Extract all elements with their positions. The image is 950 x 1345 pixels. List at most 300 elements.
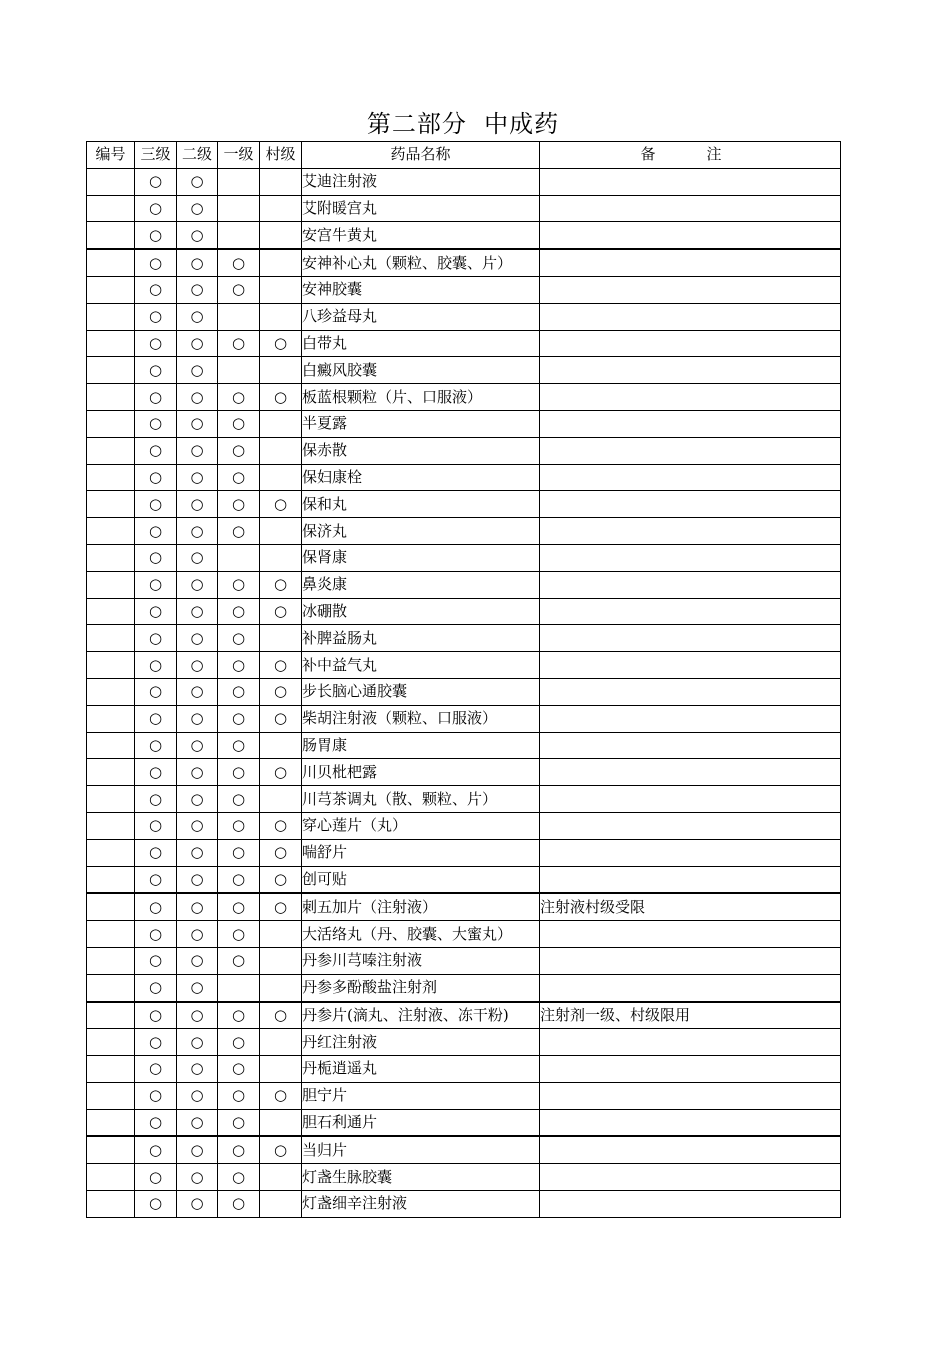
cell-drug-name: 保赤散 <box>302 437 540 464</box>
cell-drug-name: 当归片 <box>302 1136 540 1163</box>
cell-level2-mark: ○ <box>177 866 218 893</box>
table-row <box>87 893 841 920</box>
cell-level1-mark: ○ <box>218 1002 260 1029</box>
cell-remark <box>540 705 841 732</box>
cell-level3-mark: ○ <box>135 195 177 222</box>
cell-level3-mark: ○ <box>135 384 177 411</box>
table-row <box>87 678 841 705</box>
cell-level1-mark: ○ <box>218 678 260 705</box>
cell-drug-name: 补中益气丸 <box>302 652 540 679</box>
table-row <box>87 249 841 276</box>
cell-level2-mark: ○ <box>177 1191 218 1218</box>
cell-level2-mark: ○ <box>177 1109 218 1136</box>
cell-level1-mark: ○ <box>218 571 260 598</box>
table-row <box>87 437 841 464</box>
cell-remark <box>540 1082 841 1109</box>
cell-level1-mark: ○ <box>218 1164 260 1191</box>
cell-remark <box>540 249 841 276</box>
cell-level2-mark: ○ <box>177 947 218 974</box>
cell-level1-mark: ○ <box>218 410 260 437</box>
cell-level3-mark: ○ <box>135 410 177 437</box>
col-header-number: 编号 <box>87 142 135 169</box>
cell-remark <box>540 839 841 866</box>
cell-level1-mark <box>218 222 260 249</box>
cell-number <box>87 330 135 357</box>
cell-level1-mark: ○ <box>218 1191 260 1218</box>
cell-level3-mark: ○ <box>135 1029 177 1056</box>
cell-number <box>87 1136 135 1163</box>
table-row <box>87 195 841 222</box>
table-row <box>87 303 841 330</box>
table-row <box>87 705 841 732</box>
cell-number <box>87 598 135 625</box>
cell-level2-mark: ○ <box>177 759 218 786</box>
cell-remark: 注射剂一级、村级限用 <box>540 1002 841 1029</box>
cell-level3-mark: ○ <box>135 276 177 303</box>
cell-number <box>87 866 135 893</box>
cell-drug-name: 八珍益母丸 <box>302 303 540 330</box>
table-row <box>87 464 841 491</box>
cell-number <box>87 974 135 1001</box>
table-row <box>87 625 841 652</box>
cell-village-mark <box>260 195 302 222</box>
cell-level1-mark: ○ <box>218 759 260 786</box>
cell-level1-mark: ○ <box>218 437 260 464</box>
cell-village-mark <box>260 1029 302 1056</box>
cell-level3-mark: ○ <box>135 652 177 679</box>
cell-level1-mark: ○ <box>218 652 260 679</box>
cell-number <box>87 249 135 276</box>
cell-drug-name: 补脾益肠丸 <box>302 625 540 652</box>
cell-level3-mark: ○ <box>135 893 177 920</box>
col-header-level2: 二级 <box>177 142 218 169</box>
cell-level2-mark: ○ <box>177 384 218 411</box>
cell-level1-mark: ○ <box>218 947 260 974</box>
cell-level2-mark: ○ <box>177 276 218 303</box>
cell-level2-mark: ○ <box>177 1082 218 1109</box>
cell-drug-name: 丹参多酚酸盐注射剂 <box>302 974 540 1001</box>
cell-number <box>87 759 135 786</box>
table-row <box>87 732 841 759</box>
cell-level1-mark <box>218 974 260 1001</box>
cell-village-mark: ○ <box>260 1082 302 1109</box>
cell-number <box>87 1164 135 1191</box>
cell-number <box>87 276 135 303</box>
cell-number <box>87 921 135 948</box>
cell-level2-mark: ○ <box>177 652 218 679</box>
cell-level2-mark: ○ <box>177 1056 218 1083</box>
cell-level1-mark: ○ <box>218 705 260 732</box>
cell-number <box>87 464 135 491</box>
cell-level2-mark: ○ <box>177 464 218 491</box>
cell-village-mark <box>260 303 302 330</box>
cell-remark <box>540 921 841 948</box>
table-row <box>87 330 841 357</box>
cell-level2-mark: ○ <box>177 330 218 357</box>
cell-number <box>87 437 135 464</box>
cell-number <box>87 652 135 679</box>
cell-number <box>87 357 135 384</box>
cell-drug-name: 川贝枇杷露 <box>302 759 540 786</box>
table-row <box>87 1056 841 1083</box>
cell-level3-mark: ○ <box>135 491 177 518</box>
cell-number <box>87 518 135 545</box>
cell-level1-mark: ○ <box>218 921 260 948</box>
col-header-level3: 三级 <box>135 142 177 169</box>
cell-level2-mark: ○ <box>177 249 218 276</box>
cell-level2-mark: ○ <box>177 893 218 920</box>
cell-level2-mark: ○ <box>177 222 218 249</box>
cell-level2-mark: ○ <box>177 1136 218 1163</box>
cell-remark <box>540 1164 841 1191</box>
cell-remark <box>540 571 841 598</box>
cell-number <box>87 1109 135 1136</box>
table-body <box>87 168 841 1217</box>
cell-level3-mark: ○ <box>135 598 177 625</box>
table-row <box>87 1191 841 1218</box>
cell-remark <box>540 384 841 411</box>
cell-level2-mark: ○ <box>177 974 218 1001</box>
cell-drug-name: 艾附暖宫丸 <box>302 195 540 222</box>
cell-level2-mark: ○ <box>177 1029 218 1056</box>
cell-village-mark <box>260 249 302 276</box>
cell-village-mark <box>260 786 302 813</box>
cell-remark <box>540 357 841 384</box>
table-row <box>87 518 841 545</box>
cell-remark <box>540 195 841 222</box>
cell-drug-name: 艾迪注射液 <box>302 168 540 195</box>
cell-level2-mark: ○ <box>177 678 218 705</box>
cell-remark <box>540 678 841 705</box>
cell-remark <box>540 168 841 195</box>
cell-level1-mark <box>218 544 260 571</box>
cell-drug-name: 保肾康 <box>302 544 540 571</box>
cell-level1-mark <box>218 195 260 222</box>
cell-remark <box>540 410 841 437</box>
cell-level3-mark: ○ <box>135 866 177 893</box>
cell-number <box>87 571 135 598</box>
cell-village-mark <box>260 1164 302 1191</box>
cell-remark <box>540 464 841 491</box>
cell-drug-name: 丹参川芎嗪注射液 <box>302 947 540 974</box>
cell-remark <box>540 303 841 330</box>
cell-drug-name: 白癜风胶囊 <box>302 357 540 384</box>
table-row <box>87 947 841 974</box>
cell-village-mark: ○ <box>260 491 302 518</box>
cell-drug-name: 创可贴 <box>302 866 540 893</box>
cell-remark <box>540 1109 841 1136</box>
cell-drug-name: 柴胡注射液（颗粒、口服液） <box>302 705 540 732</box>
cell-level2-mark: ○ <box>177 544 218 571</box>
cell-level3-mark: ○ <box>135 222 177 249</box>
cell-level3-mark: ○ <box>135 1082 177 1109</box>
cell-remark <box>540 866 841 893</box>
table-row <box>87 571 841 598</box>
cell-level3-mark: ○ <box>135 839 177 866</box>
cell-remark <box>540 974 841 1001</box>
cell-number <box>87 678 135 705</box>
cell-level3-mark: ○ <box>135 812 177 839</box>
cell-drug-name: 喘舒片 <box>302 839 540 866</box>
cell-drug-name: 冰硼散 <box>302 598 540 625</box>
cell-drug-name: 灯盏细辛注射液 <box>302 1191 540 1218</box>
cell-level1-mark: ○ <box>218 330 260 357</box>
cell-number <box>87 812 135 839</box>
cell-level3-mark: ○ <box>135 330 177 357</box>
cell-village-mark: ○ <box>260 678 302 705</box>
cell-level2-mark: ○ <box>177 303 218 330</box>
cell-level3-mark: ○ <box>135 786 177 813</box>
cell-number <box>87 303 135 330</box>
cell-level1-mark: ○ <box>218 384 260 411</box>
cell-number <box>87 544 135 571</box>
cell-drug-name: 灯盏生脉胶囊 <box>302 1164 540 1191</box>
cell-village-mark: ○ <box>260 1002 302 1029</box>
cell-village-mark <box>260 410 302 437</box>
cell-level1-mark: ○ <box>218 625 260 652</box>
header-row <box>87 142 841 169</box>
cell-village-mark: ○ <box>260 759 302 786</box>
cell-number <box>87 1029 135 1056</box>
cell-level2-mark: ○ <box>177 705 218 732</box>
table-row <box>87 786 841 813</box>
cell-level1-mark: ○ <box>218 786 260 813</box>
cell-level1-mark: ○ <box>218 893 260 920</box>
cell-number <box>87 786 135 813</box>
cell-level1-mark: ○ <box>218 249 260 276</box>
cell-level3-mark: ○ <box>135 303 177 330</box>
cell-village-mark <box>260 518 302 545</box>
table-row <box>87 384 841 411</box>
cell-remark <box>540 625 841 652</box>
cell-level3-mark: ○ <box>135 1164 177 1191</box>
cell-level3-mark: ○ <box>135 168 177 195</box>
table-row <box>87 491 841 518</box>
cell-level2-mark: ○ <box>177 491 218 518</box>
cell-level2-mark: ○ <box>177 1164 218 1191</box>
cell-level2-mark: ○ <box>177 921 218 948</box>
page-title: 第二部分 中成药 <box>366 110 560 138</box>
cell-village-mark <box>260 276 302 303</box>
cell-drug-name: 胆石利通片 <box>302 1109 540 1136</box>
cell-level2-mark: ○ <box>177 839 218 866</box>
cell-level3-mark: ○ <box>135 974 177 1001</box>
table-row <box>87 357 841 384</box>
cell-drug-name: 板蓝根颗粒（片、口服液） <box>302 384 540 411</box>
col-header-village: 村级 <box>260 142 302 169</box>
cell-level1-mark: ○ <box>218 1082 260 1109</box>
table-row <box>87 921 841 948</box>
cell-number <box>87 625 135 652</box>
table-row <box>87 839 841 866</box>
cell-number <box>87 1056 135 1083</box>
cell-remark <box>540 222 841 249</box>
cell-remark <box>540 437 841 464</box>
cell-village-mark <box>260 732 302 759</box>
cell-remark <box>540 1136 841 1163</box>
cell-village-mark: ○ <box>260 812 302 839</box>
cell-village-mark: ○ <box>260 571 302 598</box>
cell-level3-mark: ○ <box>135 437 177 464</box>
cell-level3-mark: ○ <box>135 625 177 652</box>
cell-drug-name: 丹红注射液 <box>302 1029 540 1056</box>
cell-village-mark: ○ <box>260 330 302 357</box>
table-row <box>87 1002 841 1029</box>
cell-level1-mark: ○ <box>218 839 260 866</box>
cell-level3-mark: ○ <box>135 921 177 948</box>
cell-remark <box>540 1191 841 1218</box>
cell-number <box>87 1002 135 1029</box>
cell-village-mark <box>260 974 302 1001</box>
cell-level2-mark: ○ <box>177 357 218 384</box>
drug-list-table <box>86 141 841 1218</box>
cell-level1-mark: ○ <box>218 518 260 545</box>
cell-village-mark: ○ <box>260 893 302 920</box>
cell-level3-mark: ○ <box>135 571 177 598</box>
cell-remark <box>540 544 841 571</box>
cell-village-mark <box>260 464 302 491</box>
cell-village-mark: ○ <box>260 652 302 679</box>
cell-village-mark: ○ <box>260 705 302 732</box>
table-row <box>87 598 841 625</box>
cell-village-mark: ○ <box>260 839 302 866</box>
cell-drug-name: 川芎茶调丸（散、颗粒、片） <box>302 786 540 813</box>
cell-drug-name: 步长脑心通胶囊 <box>302 678 540 705</box>
cell-level3-mark: ○ <box>135 678 177 705</box>
cell-village-mark: ○ <box>260 866 302 893</box>
cell-level2-mark: ○ <box>177 732 218 759</box>
cell-village-mark <box>260 544 302 571</box>
cell-level2-mark: ○ <box>177 437 218 464</box>
table-row <box>87 759 841 786</box>
cell-village-mark <box>260 947 302 974</box>
cell-drug-name: 胆宁片 <box>302 1082 540 1109</box>
cell-village-mark <box>260 437 302 464</box>
cell-level1-mark <box>218 357 260 384</box>
cell-level3-mark: ○ <box>135 1109 177 1136</box>
cell-drug-name: 安神胶囊 <box>302 276 540 303</box>
cell-drug-name: 白带丸 <box>302 330 540 357</box>
cell-village-mark <box>260 1109 302 1136</box>
cell-level3-mark: ○ <box>135 1056 177 1083</box>
cell-drug-name: 丹栀逍遥丸 <box>302 1056 540 1083</box>
cell-level3-mark: ○ <box>135 464 177 491</box>
cell-level3-mark: ○ <box>135 759 177 786</box>
cell-remark <box>540 598 841 625</box>
cell-level3-mark: ○ <box>135 357 177 384</box>
col-header-remark: 备 注 <box>540 142 841 169</box>
col-header-drug-name: 药品名称 <box>302 142 540 169</box>
cell-level2-mark: ○ <box>177 571 218 598</box>
cell-level2-mark: ○ <box>177 195 218 222</box>
cell-remark <box>540 330 841 357</box>
cell-drug-name: 安宫牛黄丸 <box>302 222 540 249</box>
cell-level2-mark: ○ <box>177 812 218 839</box>
cell-number <box>87 410 135 437</box>
cell-drug-name: 肠胃康 <box>302 732 540 759</box>
table-row <box>87 410 841 437</box>
cell-number <box>87 195 135 222</box>
cell-level1-mark: ○ <box>218 491 260 518</box>
cell-level2-mark: ○ <box>177 598 218 625</box>
cell-remark <box>540 518 841 545</box>
cell-village-mark <box>260 625 302 652</box>
cell-remark <box>540 491 841 518</box>
table-row <box>87 866 841 893</box>
cell-level3-mark: ○ <box>135 705 177 732</box>
cell-number <box>87 1191 135 1218</box>
cell-number <box>87 947 135 974</box>
cell-level3-mark: ○ <box>135 518 177 545</box>
cell-remark <box>540 276 841 303</box>
table-row <box>87 544 841 571</box>
cell-village-mark: ○ <box>260 1136 302 1163</box>
cell-level3-mark: ○ <box>135 544 177 571</box>
cell-number <box>87 384 135 411</box>
cell-number <box>87 222 135 249</box>
cell-level1-mark: ○ <box>218 866 260 893</box>
cell-level2-mark: ○ <box>177 625 218 652</box>
cell-level3-mark: ○ <box>135 947 177 974</box>
table-row <box>87 1082 841 1109</box>
cell-level1-mark: ○ <box>218 1109 260 1136</box>
cell-level1-mark: ○ <box>218 464 260 491</box>
table-row <box>87 1029 841 1056</box>
cell-village-mark: ○ <box>260 598 302 625</box>
cell-drug-name: 保和丸 <box>302 491 540 518</box>
cell-remark <box>540 732 841 759</box>
cell-level3-mark: ○ <box>135 732 177 759</box>
cell-number <box>87 893 135 920</box>
table-row <box>87 168 841 195</box>
cell-drug-name: 保妇康栓 <box>302 464 540 491</box>
cell-remark <box>540 786 841 813</box>
cell-drug-name: 保济丸 <box>302 518 540 545</box>
col-header-level1: 一级 <box>218 142 260 169</box>
cell-number <box>87 732 135 759</box>
cell-number <box>87 705 135 732</box>
table-row <box>87 1164 841 1191</box>
cell-level3-mark: ○ <box>135 249 177 276</box>
cell-drug-name: 安神补心丸（颗粒、胶囊、片） <box>302 249 540 276</box>
cell-village-mark: ○ <box>260 384 302 411</box>
cell-drug-name: 半夏露 <box>302 410 540 437</box>
table-row <box>87 222 841 249</box>
cell-village-mark <box>260 921 302 948</box>
cell-remark: 注射液村级受限 <box>540 893 841 920</box>
cell-level1-mark <box>218 168 260 195</box>
cell-village-mark <box>260 222 302 249</box>
cell-remark <box>540 1029 841 1056</box>
cell-remark <box>540 759 841 786</box>
cell-level2-mark: ○ <box>177 518 218 545</box>
cell-level1-mark: ○ <box>218 812 260 839</box>
cell-drug-name: 鼻炎康 <box>302 571 540 598</box>
cell-remark <box>540 1056 841 1083</box>
cell-level1-mark: ○ <box>218 1136 260 1163</box>
cell-number <box>87 839 135 866</box>
cell-level1-mark: ○ <box>218 598 260 625</box>
table-row <box>87 812 841 839</box>
cell-drug-name: 刺五加片（注射液） <box>302 893 540 920</box>
cell-remark <box>540 812 841 839</box>
cell-level1-mark: ○ <box>218 732 260 759</box>
cell-level1-mark: ○ <box>218 1029 260 1056</box>
table-row <box>87 1136 841 1163</box>
cell-number <box>87 1082 135 1109</box>
cell-drug-name: 穿心莲片（丸） <box>302 812 540 839</box>
cell-level2-mark: ○ <box>177 168 218 195</box>
